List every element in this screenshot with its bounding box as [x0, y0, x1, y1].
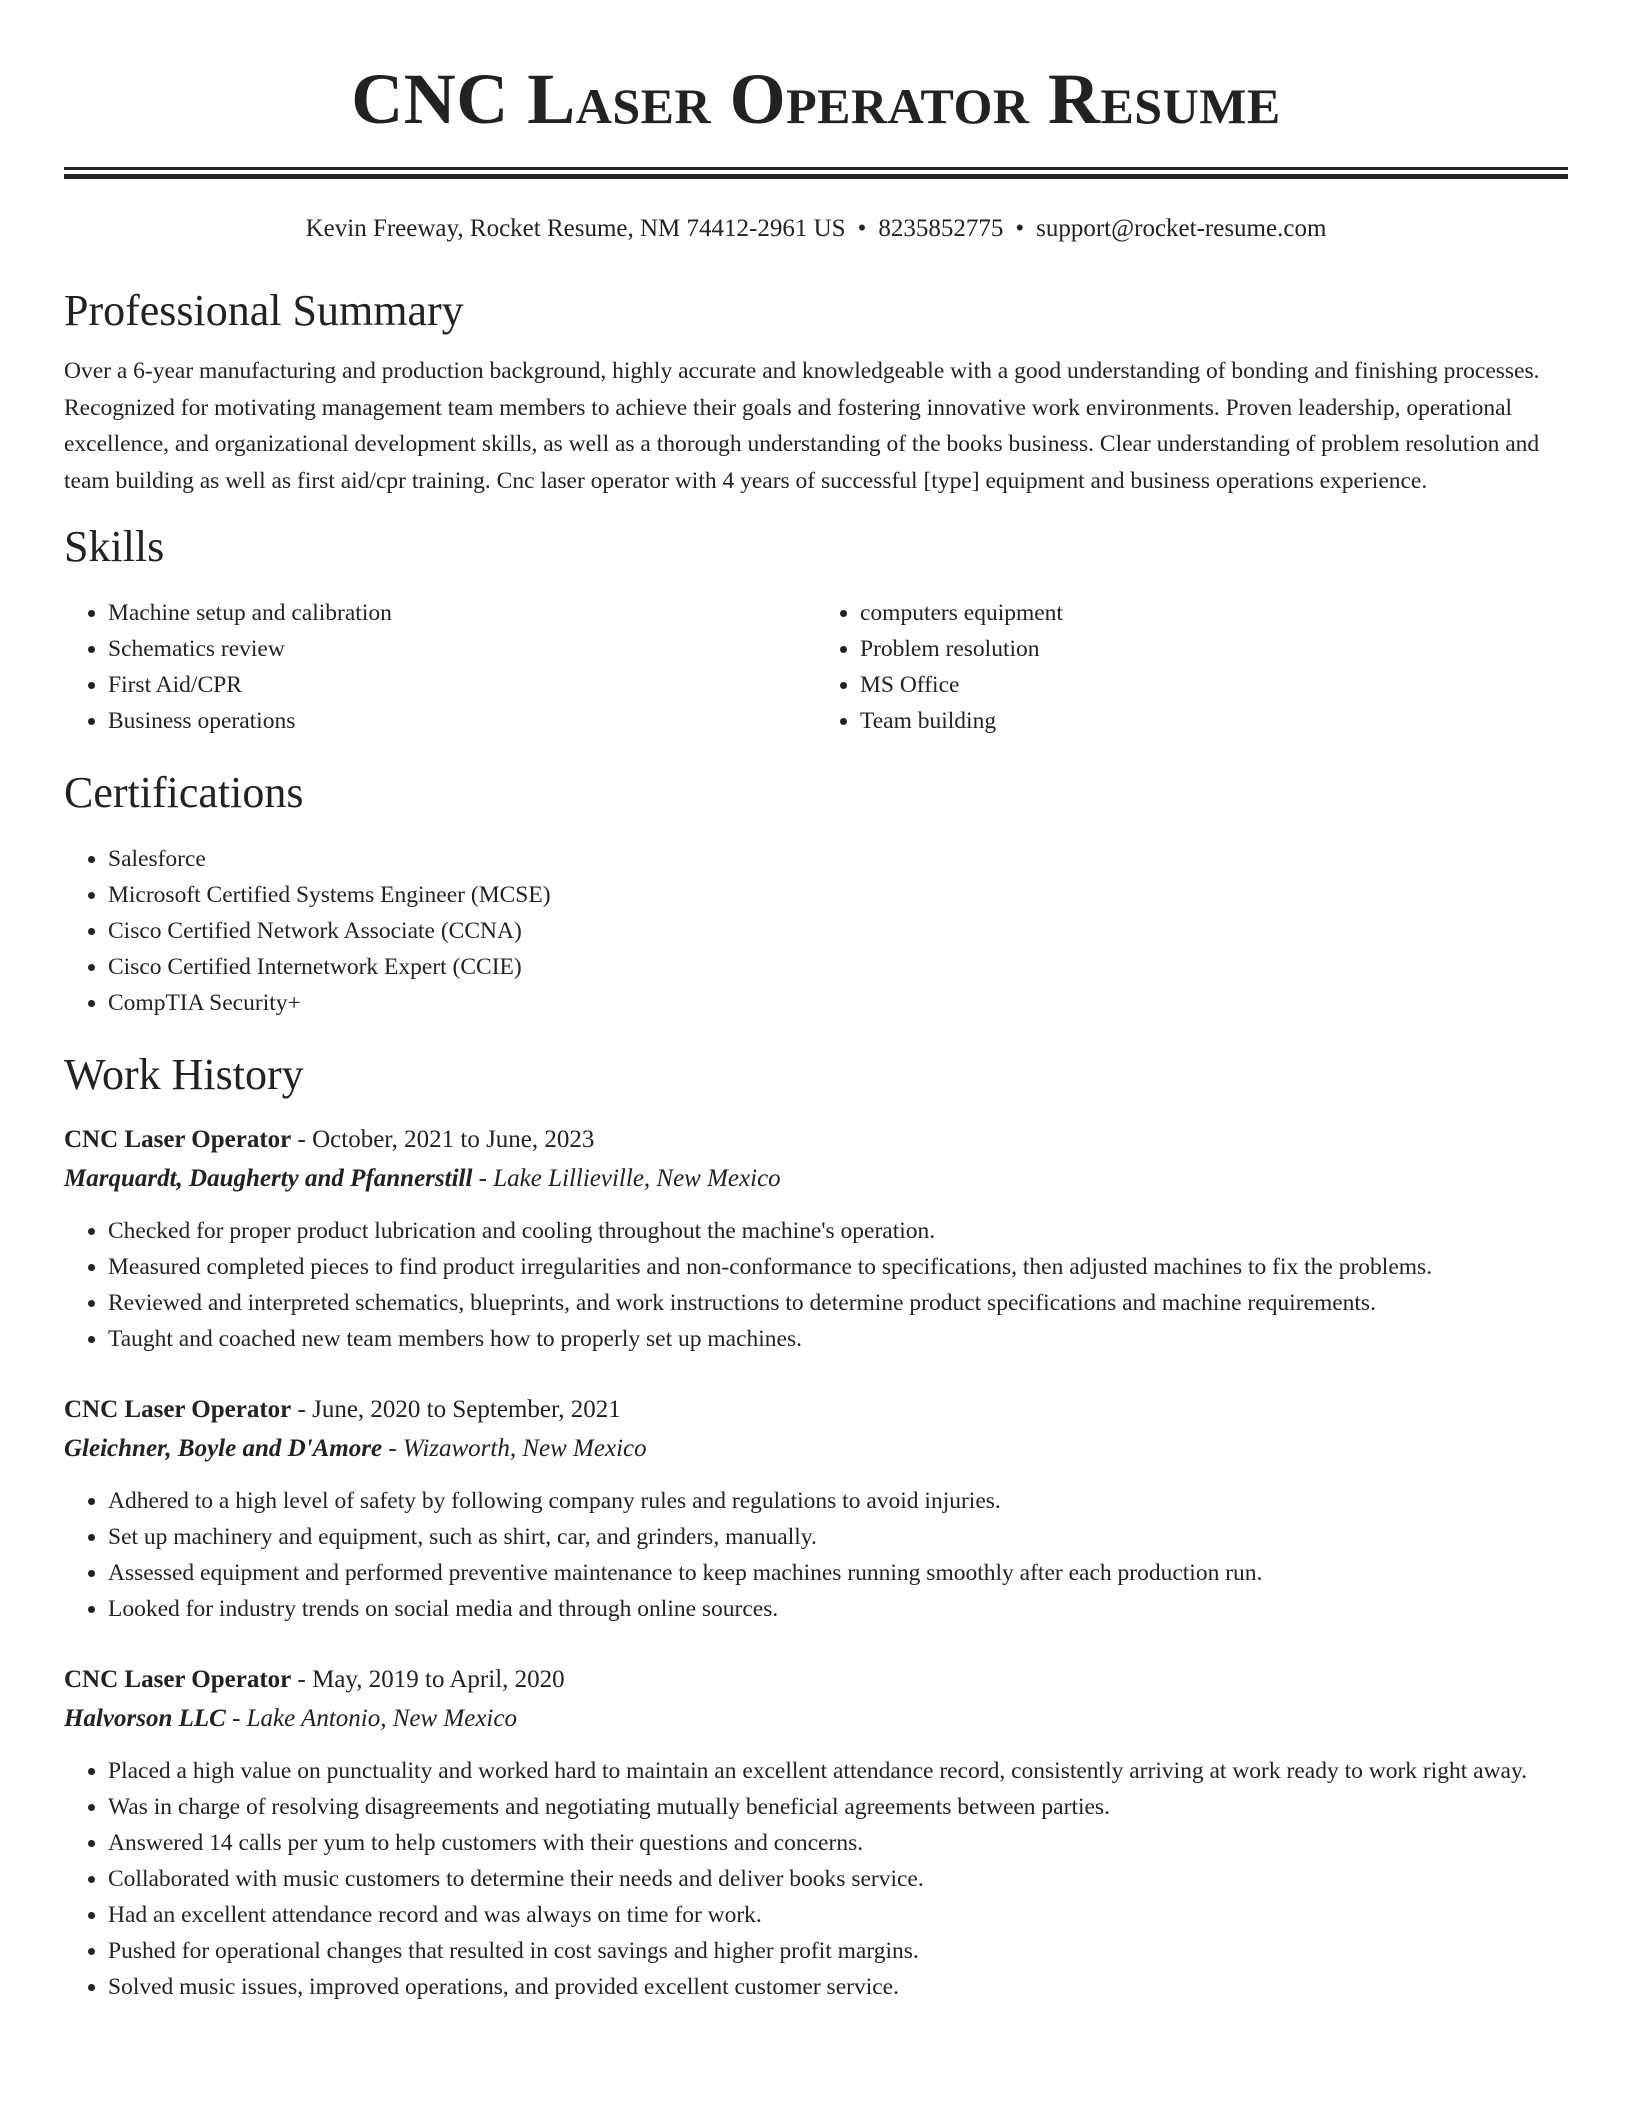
job-location: Wizaworth, New Mexico: [402, 1435, 647, 1462]
contact-separator: •: [1015, 215, 1025, 242]
job-bullet: • Pushed for operational changes that resulted in cost savings and higher profit margins.: [108, 1933, 1568, 1969]
job-bullets: [64, 1213, 1568, 1357]
job-dates: October, 2021 to June, 2023: [312, 1126, 595, 1153]
contact-line: [64, 211, 1568, 247]
contact-phone: 8235852775: [878, 215, 1004, 242]
job-bullet: • Was in charge of resolving disagreements and negotiating mutually beneficial agreements between parties.: [108, 1789, 1568, 1825]
job-entry: [64, 1121, 1568, 1357]
skill-item: • Problem resolution: [860, 631, 1568, 667]
skills-section: [64, 521, 1568, 739]
contact-separator: •: [857, 215, 867, 242]
job-bullet: • Reviewed and interpreted schematics, blueprints, and work instructions to determine product specifications and machine requirements.: [108, 1285, 1568, 1321]
job-company: Halvorson LLC: [64, 1705, 226, 1732]
job-bullet: • Collaborated with music customers to determine their needs and deliver books service.: [108, 1861, 1568, 1897]
job-bullet: • Solved music issues, improved operations, and provided excellent customer service.: [108, 1969, 1568, 2005]
certification-item: • Cisco Certified Internetwork Expert (CCIE): [108, 949, 1568, 985]
job-entry: [64, 1391, 1568, 1627]
skills-grid: [64, 595, 1568, 739]
contact-email: support@rocket-resume.com: [1036, 215, 1327, 242]
certification-item: • Salesforce: [108, 841, 1568, 877]
skill-item: • First Aid/CPR: [108, 667, 816, 703]
job-title: CNC Laser Operator: [64, 1126, 292, 1153]
job-company-line: Halvorson LLC - Lake Antonio, New Mexico: [64, 1705, 517, 1732]
job-company-line: Gleichner, Boyle and D'Amore - Wizaworth, New Mexico: [64, 1435, 647, 1462]
job-company: Marquardt, Daugherty and Pfannerstill: [64, 1165, 473, 1192]
job-company: Gleichner, Boyle and D'Amore: [64, 1435, 383, 1462]
job-bullet: • Answered 14 calls per yum to help customers with their questions and concerns.: [108, 1825, 1568, 1861]
skills-list-left: [64, 595, 816, 739]
skill-item: • Team building: [860, 703, 1568, 739]
job-bullet: • Taught and coached new team members how to properly set up machines.: [108, 1321, 1568, 1357]
job-entry: [64, 1661, 1568, 2005]
summary-section: [64, 285, 1568, 499]
job-dates: May, 2019 to April, 2020: [312, 1666, 565, 1693]
certifications-heading: Certifications: [64, 768, 304, 817]
skill-item: • MS Office: [860, 667, 1568, 703]
job-bullet: • Adhered to a high level of safety by following company rules and regulations to avoid injuries.: [108, 1483, 1568, 1519]
job-company-line: Marquardt, Daugherty and Pfannerstill - Lake Lillieville, New Mexico: [64, 1165, 781, 1192]
job-dates: June, 2020 to September, 2021: [312, 1396, 621, 1423]
job-bullets: [64, 1483, 1568, 1627]
summary-text: Over a 6-year manufacturing and production background, highly accurate and knowledgeable with a good understanding of bonding and finishing processes. Recognized for motivating management team members to achieve their goals and fostering innovative work environments. Proven leadership, operational excellence, and organizational development skills, as well as a thorough understanding of the books business. Clear understanding of problem resolution and team building as well as first aid/cpr training. Cnc laser operator with 4 years of successful [type] equipment and business operations experience.: [64, 358, 1540, 494]
certification-item: • CompTIA Security+: [108, 985, 1568, 1021]
work-history-heading: Work History: [64, 1050, 304, 1099]
job-bullet: • Had an excellent attendance record and was always on time for work.: [108, 1897, 1568, 1933]
certification-item: • Microsoft Certified Systems Engineer (MCSE): [108, 877, 1568, 913]
certification-item: • Cisco Certified Network Associate (CCNA): [108, 913, 1568, 949]
resume-title: CNC Laser Operator Resume: [351, 59, 1281, 139]
skills-heading: Skills: [64, 522, 165, 571]
skill-item: • Business operations: [108, 703, 816, 739]
job-bullet: • Placed a high value on punctuality and worked hard to maintain an excellent attendance record, consistently arriving at work ready to work right away.: [108, 1753, 1568, 1789]
skill-item: • computers equipment: [860, 595, 1568, 631]
job-bullet: • Looked for industry trends on social media and through online sources.: [108, 1591, 1568, 1627]
job-title: CNC Laser Operator: [64, 1666, 292, 1693]
job-bullet: • Assessed equipment and performed preventive maintenance to keep machines running smoothly after each production run.: [108, 1555, 1568, 1591]
summary-heading: Professional Summary: [64, 286, 464, 335]
skill-item: • Schematics review: [108, 631, 816, 667]
job-location: Lake Antonio, New Mexico: [246, 1705, 517, 1732]
work-history-section: [64, 1049, 1568, 2005]
contact-address: Kevin Freeway, Rocket Resume, NM 74412-2961 US: [305, 215, 846, 242]
job-title-line: CNC Laser Operator - October, 2021 to June, 2023: [64, 1126, 595, 1153]
title-double-rule: [64, 167, 1568, 179]
job-bullets: [64, 1753, 1568, 2005]
job-title: CNC Laser Operator: [64, 1396, 292, 1423]
job-bullet: • Checked for proper product lubrication and cooling throughout the machine's operation.: [108, 1213, 1568, 1249]
skills-list-right: [816, 595, 1568, 739]
skill-item: • Machine setup and calibration: [108, 595, 816, 631]
certifications-section: [64, 767, 1568, 1021]
job-title-line: CNC Laser Operator - May, 2019 to April, 2020: [64, 1666, 565, 1693]
certifications-list: [64, 841, 1568, 1021]
job-bullet: • Measured completed pieces to find product irregularities and non-conformance to specifications, then adjusted machines to fix the problems.: [108, 1249, 1568, 1285]
job-location: Lake Lillieville, New Mexico: [493, 1165, 781, 1192]
job-title-line: CNC Laser Operator - June, 2020 to September, 2021: [64, 1396, 621, 1423]
job-bullet: • Set up machinery and equipment, such as shirt, car, and grinders, manually.: [108, 1519, 1568, 1555]
